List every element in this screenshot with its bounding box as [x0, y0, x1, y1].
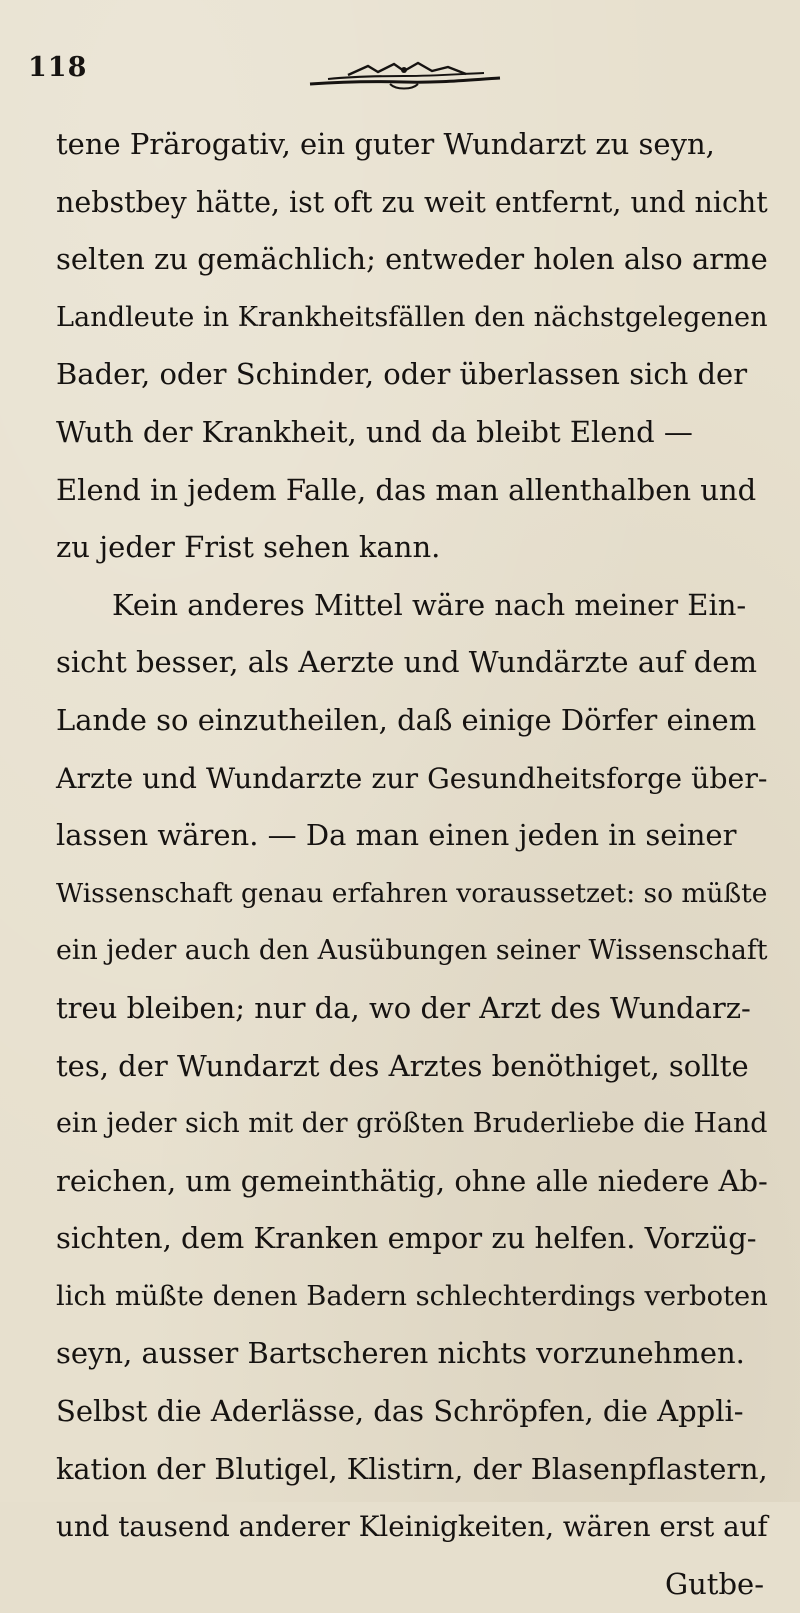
text-line: nebstbey hätte, ist oft zu weit entfernt, und nicht — [56, 185, 768, 219]
text-line: Selbst die Aderlässe, das Schröpfen, die Appli- — [56, 1394, 744, 1429]
page-number: 118 — [28, 52, 88, 83]
text-line-paragraph-start: Kein anderes Mittel wäre nach meiner Ein- — [112, 587, 747, 622]
text-line: Wissenschaft genau erfahren voraussetzet: so müßte — [56, 877, 768, 909]
catchword: Gutbe- — [664, 1566, 764, 1601]
text-line: Lande so einzutheilen, daß einige Dörfer einem — [56, 702, 757, 737]
text-line: tene Prärogativ, ein guter Wundarzt zu seyn, — [56, 127, 715, 161]
text-line: Landleute in Krankheitsfällen den nächstgelegenen — [56, 301, 768, 333]
text-line: sicht besser, als Aerzte und Wundärzte auf dem — [56, 645, 757, 680]
text-line: lich müßte denen Badern schlechterdings verboten — [56, 1280, 768, 1312]
text-line: ein jeder auch den Ausübungen seiner Wissenschaft — [56, 935, 768, 967]
text-line: tes, der Wundarzt des Arztes benöthiget, sollte — [56, 1048, 749, 1083]
text-line: Elend in jedem Falle, das man allenthalben und — [56, 472, 757, 507]
text-line: und tausend anderer Kleinigkeiten, wären erst auf — [56, 1510, 768, 1544]
text-line: seyn, ausser Bartscheren nichts vorzunehmen. — [56, 1336, 745, 1371]
text-line: ein jeder sich mit der größten Bruderliebe die Hand — [56, 1108, 768, 1140]
body-text — [56, 116, 768, 1613]
ornament-rule — [308, 58, 502, 92]
text-line: kation der Blutigel, Klistirn, der Blasenpflastern, — [56, 1451, 768, 1486]
text-line: treu bleiben; nur da, wo der Arzt des Wundarz- — [56, 990, 751, 1025]
text-line: Wuth der Krankheit, und da bleibt Elend — — [56, 414, 693, 449]
text-line: zu jeder Frist sehen kann. — [56, 530, 441, 565]
text-line: selten zu gemächlich; entweder holen also arme — [56, 242, 768, 277]
text-line: lassen wären. — Da man einen jeden in seiner — [56, 818, 737, 853]
text-line: Arzte und Wundarzte zur Gesundheitsforge über- — [56, 761, 768, 795]
text-line: Bader, oder Schinder, oder überlassen sich der — [56, 357, 748, 392]
text-line: reichen, um gemeinthätig, ohne alle niedere Ab- — [56, 1163, 768, 1198]
text-line: sichten, dem Kranken empor zu helfen. Vorzüg- — [56, 1221, 757, 1256]
